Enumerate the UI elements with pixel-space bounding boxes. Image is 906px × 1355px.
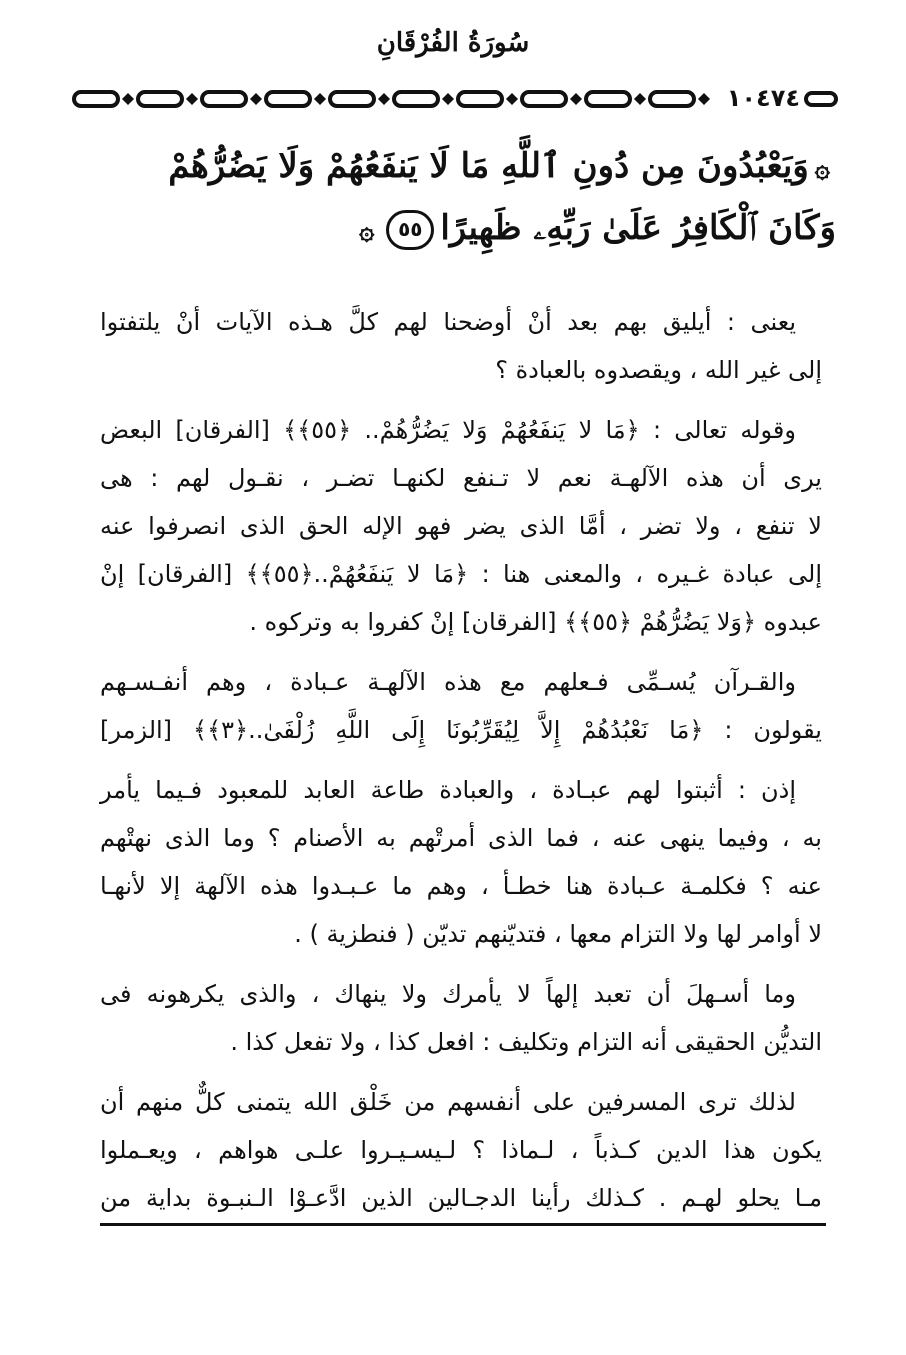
verse-text-2: وَكَانَ ٱلْكَافِرُ عَلَىٰ رَبِّهِۦ ظَهِيرًا [440,208,836,248]
ayah-number-marker: ٥٥ [386,210,434,250]
text-line: به ، وفيما ينهى عنه ، فما الذى أمرتْهم به الأصنام ؟ وما الذى نهتْهم [100,824,822,852]
text-line: التديُّن الحقيقى أنه التزام وتكليف : افعل كذا ، ولا تفعل كذا . [230,1028,822,1056]
header-ornament-border [70,88,718,110]
text-line: يرى أن هذه الآلهـة نعم لا تـنفع لكنهـا تضـر ، نقـول لهم : هى [100,464,822,492]
paragraph [100,1078,822,1222]
text-line: عنه ؟ فكلمـة عـبادة هنا خطـأ ، وهم ما عـبـدوا هذه الآلهة إلا لأنهـا [100,872,822,900]
text-line: إلى عبادة غـيره ، والمعنى هنا : ﴿مَا لا يَنفَعُهُمْ..﴿٥٥﴾﴾ [الفرقان] إنْ [100,560,822,588]
text-line: إذن : أثبتوا لهم عبـادة ، والعبادة طاعة العابد للمعبود فـيما يأمر [100,776,796,804]
text-line: يكون هذا الدين كـذباً ، لـماذا ؟ لـيسـيـروا علـى هواهم ، ويعـملوا [100,1136,822,1164]
text-line: إلى غير الله ، ويقصدوه بالعبادة ؟ [495,356,822,384]
verse-text-1: وَيَعْبُدُونَ مِن دُونِ ٱللَّهِ مَا لَا يَنفَعُهُمْ وَلَا يَضُرُّهُمْ [168,146,809,186]
surah-title: سُورَةُ الفُرْقَانِ [376,28,530,58]
verse-ornament-icon: ۞ [814,154,830,184]
paragraph [100,406,822,646]
text-line: لا أوامر لها ولا التزام معها ، فتديّنهم تديّن ( فنطزية ) . [294,920,822,948]
text-line: وما أسـهلَ أن تعبد إلهاً لا يأمرك ولا ينهاك ، والذى يكرهونه فى [100,980,796,1008]
text-line: لا تنفع ، ولا تضر ، أمَّا الذى يضر فهو الإله الحق الذى انصرفوا عنه [100,512,822,540]
text-line: يقولون : ﴿مَا نَعْبُدُهُمْ إِلاَّ لِيُقَرِّبُونَا إِلَى اللَّهِ زُلْفَىٰ..﴿٣﴾﴾ [الزمر] [100,716,822,744]
header-end-ornament [804,90,840,108]
paragraph [100,970,822,1066]
page-header [70,84,840,114]
verse-line-1 [150,145,836,186]
text-line: لذلك ترى المسرفين على أنفسهم من خَلْق الله يتمنى كلٌّ منهم أن [100,1088,796,1116]
text-line: مـا يحلو لهـم . كـذلك رأينا الدجـالين الذين ادَّعـوْا الـنبـوة بداية من [100,1184,822,1212]
commentary-text [100,298,822,1234]
verse-ornament-end-icon: ۞ [359,216,375,246]
footer-rule [100,1223,826,1226]
verse-line-2 [250,208,836,250]
text-line: يعنى : أيليق بهم بعد أنْ أوضحنا لهم كلَّ هـذه الآيات أنْ يلتفتوا [100,308,796,336]
page-number: ١٠٤٧٤ [726,84,800,112]
text-line: وقوله تعالى : ﴿مَا لا يَنفَعُهُمْ وَلا يَضُرُّهُمْ.. ﴿٥٥﴾﴾ [الفرقان] البعض [100,416,796,444]
paragraph [100,766,822,958]
paragraph [100,298,822,394]
text-line: والقـرآن يُسـمِّى فـعلهم مع هذه الآلهـة عـبادة ، وهم أنفـسـهم [100,668,796,696]
text-line: عبدوه ﴿وَلا يَضُرُّهُمْ ﴿٥٥﴾﴾ [الفرقان] إنْ كفروا به وتركوه . [249,608,822,636]
paragraph [100,658,822,754]
